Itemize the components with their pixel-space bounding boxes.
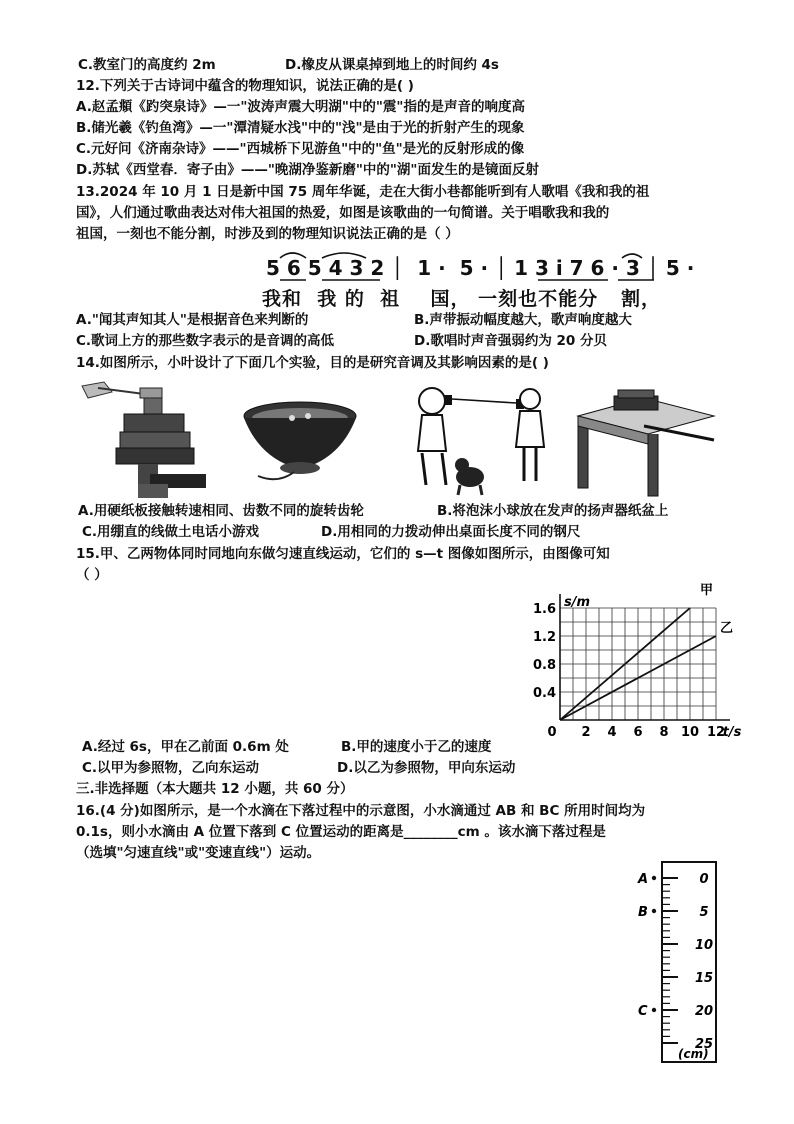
ruler-label: 0 [699,872,709,887]
ruler-label: 10 [694,938,714,953]
q12-option-c: C.元好问《济南杂诗》——"西城桥下见游鱼"中的"鱼"是光的反射形成的像 [76,141,525,157]
ruler-label: 5 [699,905,709,920]
q14-option-d: D.用相同的力拨动伸出桌面长度不同的钢尺 [321,524,581,540]
q16-line-3: （选填"匀速直线"或"变速直线"）运动。 [76,845,321,861]
drop-ruler-figure [620,860,720,1070]
q12-option-d: D.苏轼《西堂春．寄子由》——"晚湖净鉴新磨"中的"湖"面发生的是镜面反射 [76,162,539,178]
drop-point-c [652,1008,656,1012]
gear-experiment-figure [78,374,208,502]
q15-stem: 15.甲、乙两物体同时同地向东做匀速直线运动，它们的 s—t 图像如图所示，由图像可知 [76,546,610,562]
ruler-label: 20 [694,1004,714,1019]
notation-numbers: 5 6 5 4 3 2 │ 1 · 5 · │ 1 3 i 7 6 · 3 │ 5 · [266,256,695,280]
st-graph [520,580,742,740]
y-tick-label: 0.4 [532,686,556,701]
drop-point-b [652,909,656,913]
notation-lyrics: 我和 我 的 祖 国， 一刻也不能分 割， [262,288,661,310]
x-tick-label: 8 [659,725,669,740]
q15-answer-paren: （ ） [76,567,108,583]
section-3-heading: 三.非选择题（本大题共 12 小题，共 60 分） [76,781,354,797]
q12-stem: 12.下列关于古诗词中蕴含的物理知识，说法正确的是( ) [76,78,414,94]
speaker-experiment-figure [238,396,368,488]
q14-option-b: B.将泡沫小球放在发声的扬声器纸盆上 [437,503,669,519]
x-tick-label: 12 [706,725,726,740]
q15-option-c: C.以甲为参照物，乙向东运动 [82,760,260,776]
q13-option-c: C.歌词上方的那些数字表示的是音调的高低 [76,333,335,349]
q16-line-2: 0.1s，则小水滴由 A 位置下落到 C 位置运动的距离是________cm 。该水滴下落过程是 [76,824,606,840]
music-notation-figure [262,244,722,310]
drop-point-label: C [638,1004,648,1019]
q15-option-a: A.经过 6s，甲在乙前面 0.6m 处 [82,739,289,755]
q13-option-d: D.歌唱时声音强弱约为 20 分贝 [414,333,608,349]
ruler-label: 15 [694,971,714,986]
q12-option-a: A.赵孟頫《趵突泉诗》—一"波涛声震大明湖"中的"震"指的是声音的响度高 [76,99,525,115]
series-label: 乙 [720,621,734,636]
q14-stem: 14.如图所示，小叶设计了下面几个实验，目的是研究音调及其影响因素的是( ) [76,355,549,371]
chart-axes [560,594,730,720]
drop-point-a [652,876,656,880]
series-label: 甲 [700,583,714,598]
x-axis-label: t/s [722,725,742,740]
y-tick-label: 0.8 [532,658,556,673]
q12-option-b: B.储光羲《钓鱼湾》—一"潭清疑水浅"中的"浅"是由于光的折射产生的现象 [76,120,525,136]
x-tick-label: 10 [680,725,700,740]
q14-option-c: C.用绷直的线做土电话小游戏 [82,524,260,540]
q11-option-d: D.橡皮从课桌掉到地上的时间约 4s [285,57,499,73]
q15-option-d: D.以乙为参照物，甲向东运动 [337,760,516,776]
q16-line-1: 16.(4 分)如图所示，是一个水滴在下落过程中的示意图，小水滴通过 AB 和 BC 所用时间均为 [76,803,646,819]
ruler-body [662,862,716,1062]
ruler-on-desk-figure [574,388,716,498]
q13-line-2: 国》，人们通过歌曲表达对伟大祖国的热爱，如图是该歌曲的一句简谱。关于唱歌我和我的 [76,205,610,221]
origin-label: 0 [547,725,557,740]
y-axis-label: s/m [564,595,591,610]
chart-grid [560,608,716,720]
y-tick-label: 1.6 [532,602,556,617]
q14-option-a: A.用硬纸板接触转速相同、齿数不同的旋转齿轮 [78,503,364,519]
ruler-unit: (cm) [678,1047,709,1061]
q15-option-b: B.甲的速度小于乙的速度 [341,739,492,755]
q11-option-c: C.教室门的高度约 2m [78,57,216,73]
x-tick-label: 4 [607,725,617,740]
q13-option-a: A."闻其声知其人"是根据音色来判断的 [76,312,309,328]
drop-point-label: A [638,872,649,887]
x-tick-label: 6 [633,725,643,740]
ruler-label: 25 [694,1037,714,1052]
q13-line-1: 13.2024 年 10 月 1 日是新中国 75 周年华诞，走在大街小巷都能听到有人歌唱《我和我的祖 [76,184,650,200]
y-tick-label: 1.2 [532,630,556,645]
q13-line-3: 祖国，一刻也不能分割，时涉及到的物理知识说法正确的是（ ） [76,226,459,242]
drop-point-label: B [638,905,648,920]
string-telephone-figure [404,381,554,499]
x-tick-label: 2 [581,725,591,740]
q13-option-b: B.声带振动幅度越大，歌声响度越大 [414,312,632,328]
